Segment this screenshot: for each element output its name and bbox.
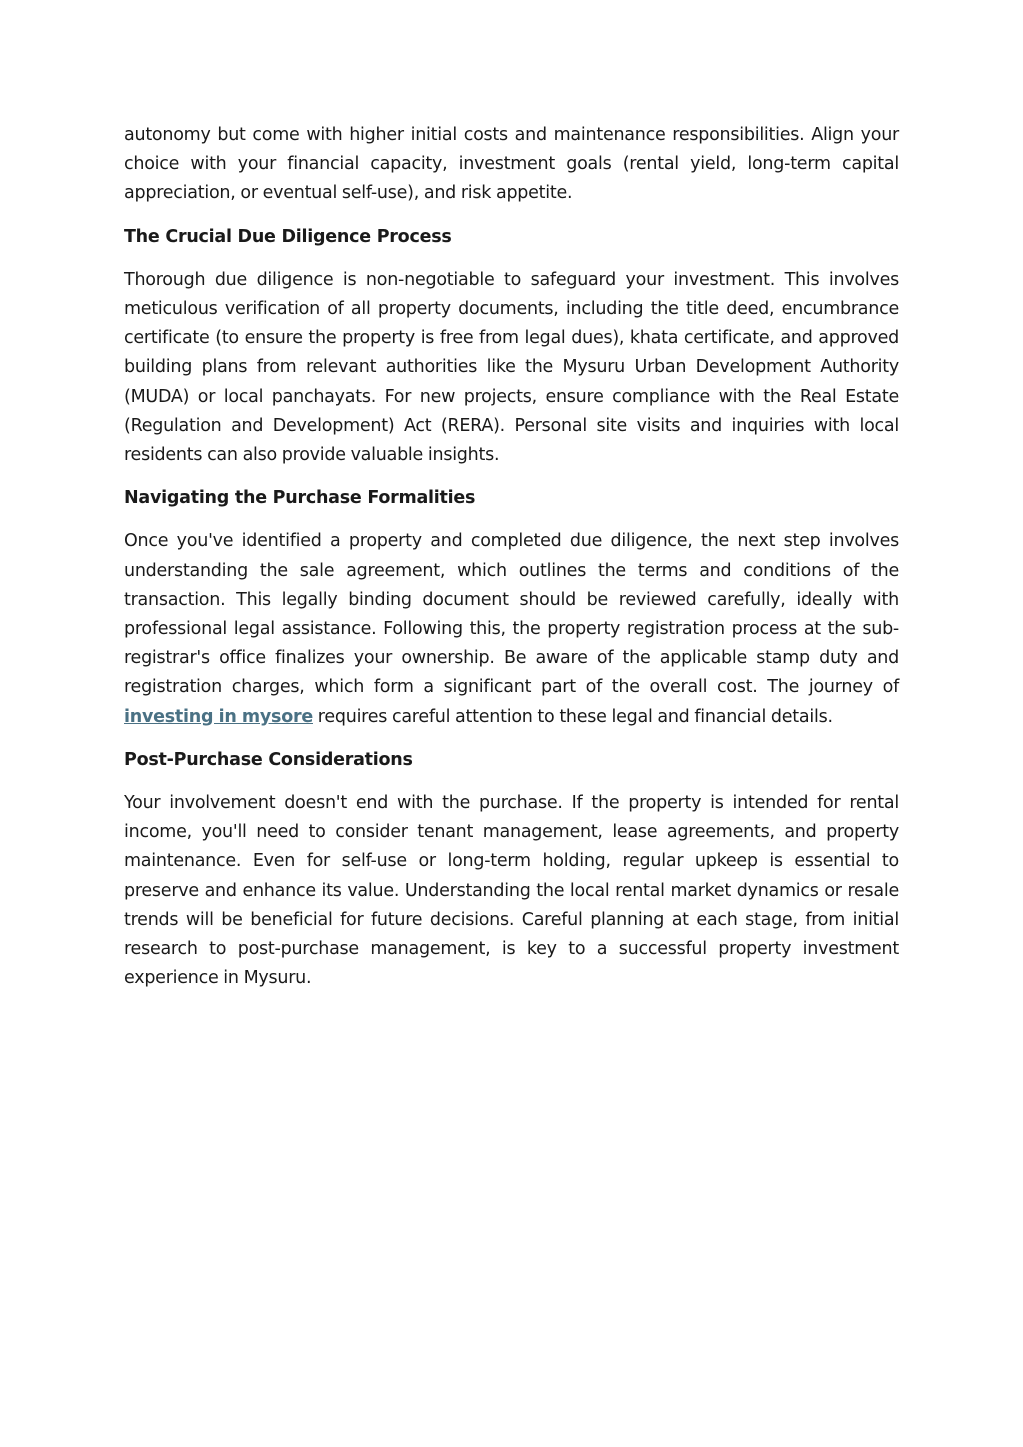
purchase-text-after-link: requires careful attention to these legal and financial details.: [312, 706, 833, 727]
purchase-text-before-link: Once you've identified a property and completed due diligence, the next step involves understanding the sale agreement, which outlines the terms and conditions of the transaction. This legally binding document should be reviewed carefully, ideally with professional legal assistance. Following this, the property registration process at the sub-registrar's office finalizes your ownership. Be aware of the applicable stamp duty and registration charges, which form a significant part of the overall cost. The journey of: [124, 531, 899, 698]
section-heading-post-purchase: Post-Purchase Considerations: [124, 749, 413, 770]
section-body-due-diligence: Thorough due diligence is non-negotiable to safeguard your investment. This involves meticulous verification of all property documents, including the title deed, encumbrance certificate (to ensure the property is free from legal dues), khata certificate, and approved building plans from relevant authorities like the Mysuru Urban Development Authority (MUDA) or local panchayats. For new projects, ensure compliance with the Real Estate (Regulation and Development) Act (RERA). Personal site visits and inquiries with local residents can also provide valuable insights.: [124, 269, 899, 466]
section-body-purchase-formalities: [124, 527, 899, 731]
intro-paragraph: autonomy but come with higher initial costs and maintenance responsibilities. Align your choice with your financial capacity, investment goals (rental yield, long-term capital appreciation, or eventual self-use), and risk appetite.: [124, 125, 899, 204]
section-heading-purchase-formalities: Navigating the Purchase Formalities: [124, 488, 476, 509]
document-page: [124, 121, 899, 1007]
section-heading-due-diligence: The Crucial Due Diligence Process: [124, 226, 452, 247]
section-body-post-purchase: Your involvement doesn't end with the purchase. If the property is intended for rental income, you'll need to consider tenant management, lease agreements, and property maintenance. Even for self-use or long-term holding, regular upkeep is essential to preserve and enhance its value. Understanding the local rental market dynamics or resale trends will be beneficial for future decisions. Careful planning at each stage, from initial research to post-purchase management, is key to a successful property investment experience in Mysuru.: [124, 793, 899, 989]
investing-in-mysore-link[interactable]: investing in mysore: [124, 706, 313, 727]
